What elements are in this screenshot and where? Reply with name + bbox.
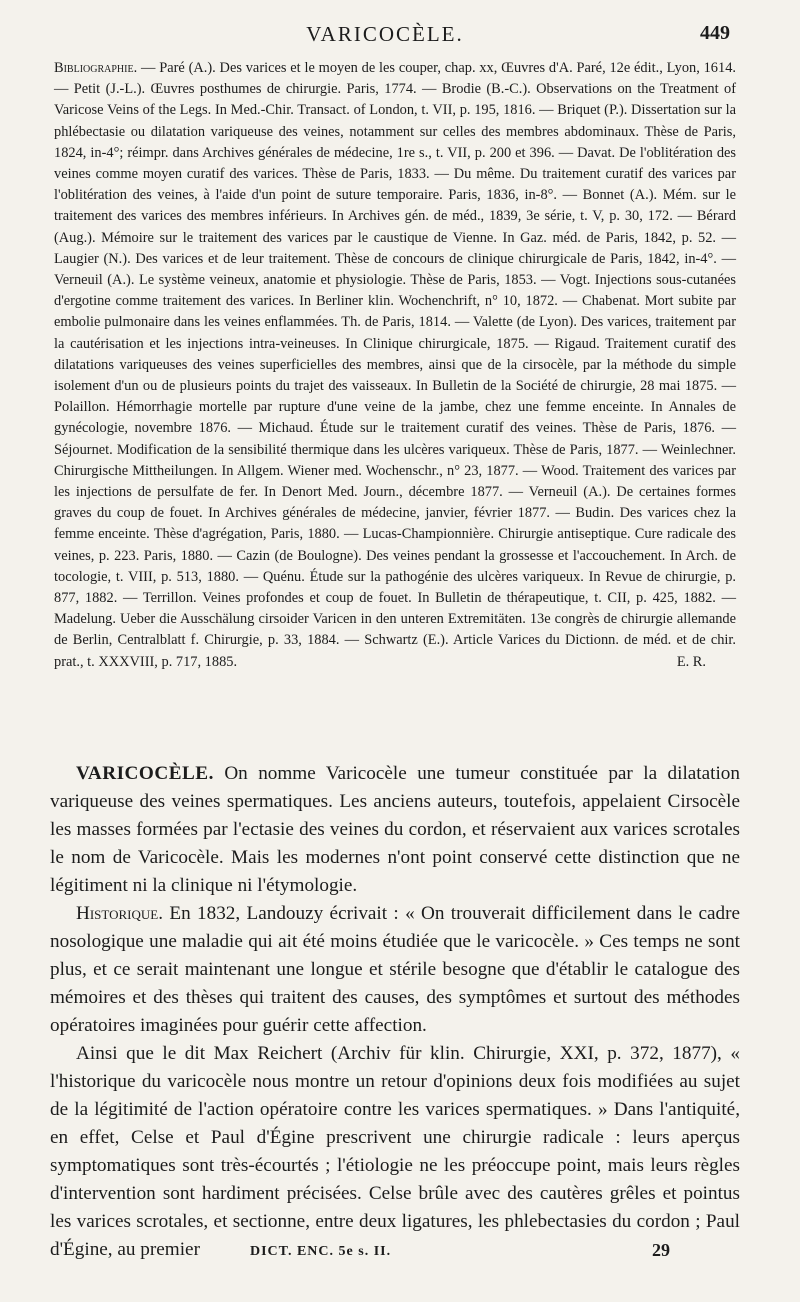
paragraph-definition-text: On nomme Varicocèle une tumeur constituée par la dilatation variqueuse des veines spermatiques. Les anciens auteurs, toutefois, appelaient Cirsocèle les masses formées par l'ectasie des veines du cordon, et réservaient aux varices scrotales le nom de Varicocèle. Mais les modernes n'ont point conservé cette distinction que ne légitiment ni la clinique ni l'étymologie. — [50, 763, 740, 896]
article-body — [50, 760, 740, 1264]
page-header — [40, 22, 730, 52]
signature-mark: DICT. ENC. 5e s. II. — [250, 1244, 392, 1259]
page-number: 449 — [700, 22, 730, 44]
bibliography-text: — Paré (A.). Des varices et le moyen de les couper, chap. xx, Œuvres d'A. Paré, 12e édit., Lyon, 1614. — Petit (J.-L.). Œuvres posthumes de chirurgie. Paris, 1774. — Brodie (B.-C.). Observations on the Treatment of Varicose Veins of the Legs. In Med.-Chir. Transact. of London, t. VII, p. 195, 1816. — Briquet (P.). Dissertation sur la phlébectasie ou dilatation variqueuse des veines, notamment sur celles des membres abdominaux. Thèse de Paris, 1824, in-4°; réimpr. dans Archives générales de médecine, 1re s., t. VII, p. 200 et 396. — Davat. De l'oblitération des veines comme moyen curatif des varices. Thèse de Paris, 1833. — Du même. Du traitement curatif des varices par l'oblitération des veines, à l'aide d'un point de suture temporaire. Paris, 1836, in-8°. — Bonnet (A.). Mém. sur le traitement des varices des membres inférieurs. In Archives gén. de méd., 1839, 3e série, t. V, p. 30, 172. — Bérard (Aug.). Mémoire sur le traitement des varices par le caustique de Vienne. In Gaz. méd. de Paris, 1842, p. 52. — Laugier (N.). Des varices et de leur traitement. Thèse de concours de clinique chirurgicale de Paris, 1842, in-4°. — Verneuil (A.). Le système veineux, anatomie et physiologie. Thèse de Paris, 1853. — Vogt. Injections sous-cutanées d'ergotine comme traitement des varices. In Berliner klin. Wochenchrift, n° 10, 1872. — Chabenat. Mort subite par embolie pulmonaire dans les veines enflammées. Th. de Paris, 1814. — Valette (de Lyon). Des varices, traitement par la cautérisation et les injections intra-veineuses. In Clinique chirurgicale, 1875. — Rigaud. Traitement curatif des dilatations variqueuses des veines superficielles des membres, ainsi que de la cirsocèle, par la méthode du simple isolement d'un ou de plusieurs points du trajet des vaisseaux. In Bulletin de la Société de chirurgie, 28 mai 1875. — Polaillon. Hémorrhagie mortelle par rupture d'une veine de la jambe, chez une femme enceinte. In Annales de gynécologie, novembre 1876. — Michaud. Étude sur le traitement curatif des veines. Thèse de Paris, 1876. — Séjournet. Modification de la sensibilité thermique dans les ulcères variqueux. Thèse de Paris, 1877. — Weinlechner. Chirurgische Mittheilungen. In Allgem. Wiener med. Wochenschr., n° 23, 1877. — Wood. Traitement des varices par les injections de persulfate de fer. In Denort Med. Journ., décembre 1877. — Verneuil (A.). De certaines formes graves du coup de fouet. In Archives générales de médecine, janvier, février 1877. — Budin. Des varices chez la femme enceinte. Thèse d'agrégation, Paris, 1880. — Lucas-Championnière. Chirurgie antiseptique. Cure radicale des veines, p. 223. Paris, 1880. — Cazin (de Boulogne). Des veines pendant la grossesse et l'accouchement. In Arch. de tocologie, t. VIII, p. 513, 1880. — Quénu. Étude sur la pathogénie des ulcères variqueux. In Revue de chirurgie, p. 877, 1882. — Terrillon. Veines profondes et coup de fouet. In Bulletin de thérapeutique, t. CII, p. 425, 1882. — Madelung. Ueber die Ausschälung cirsoider Varicen in den unteren Extremitäten. 13e congrès de chirurgie allemande de Berlin, Centralblatt f. Chirurgie, p. 33, 1884. — Schwartz (E.). Article Varices du Dictionn. de méd. et de chir. prat., t. XXXVIII, p. 717, 1885. — [54, 60, 736, 670]
running-title: VARICOCÈLE. — [306, 22, 464, 46]
paragraph-history — [50, 900, 740, 1040]
sheet-number: 29 — [652, 1240, 670, 1260]
paragraph-definition — [50, 760, 740, 900]
author-initials: E. R. — [676, 653, 706, 670]
paragraph-history-text: En 1832, Landouzy écrivait : « On trouverait difficilement dans le cadre nosologique une maladie qui ait été moins étudiée que le varicocèle. » Ces temps ne sont plus, et ce serait maintenant une longue et stérile besogne que d'établir le catalogue des mémoires et des thèses qui traitent des causes, des symptômes et surtout des méthodes opératoires imaginées pour guérir cette affection. — [50, 903, 740, 1036]
page-footer — [130, 1240, 680, 1266]
entry-headword: VARICOCÈLE. — [76, 763, 214, 784]
bibliography-lead: Bibliographie. — [54, 60, 138, 76]
bibliography-block — [54, 58, 736, 673]
paragraph-reichert: Ainsi que le dit Max Reichert (Archiv für klin. Chirurgie, XXI, p. 372, 1877), « l'historique du varicocèle nous montre un retour d'opinions deux fois modifiées au sujet de la légitimité de l'action opératoire contre les varices spermatiques. » Dans l'antiquité, en effet, Celse et Paul d'Égine prescrivent une chirurgie radicale : leurs aperçus symptomatiques sont très-écourtés ; l'étiologie ne les préoccupe point, mais leurs règles d'intervention sont hardiment précisées. Celse brûle avec des cautères grêles et pointus les varices scrotales, et sectionne, entre deux ligatures, les phlebectasies du cordon ; Paul d'Égine, au premier — [50, 1043, 740, 1260]
section-heading-historique: Historique. — [76, 903, 164, 924]
